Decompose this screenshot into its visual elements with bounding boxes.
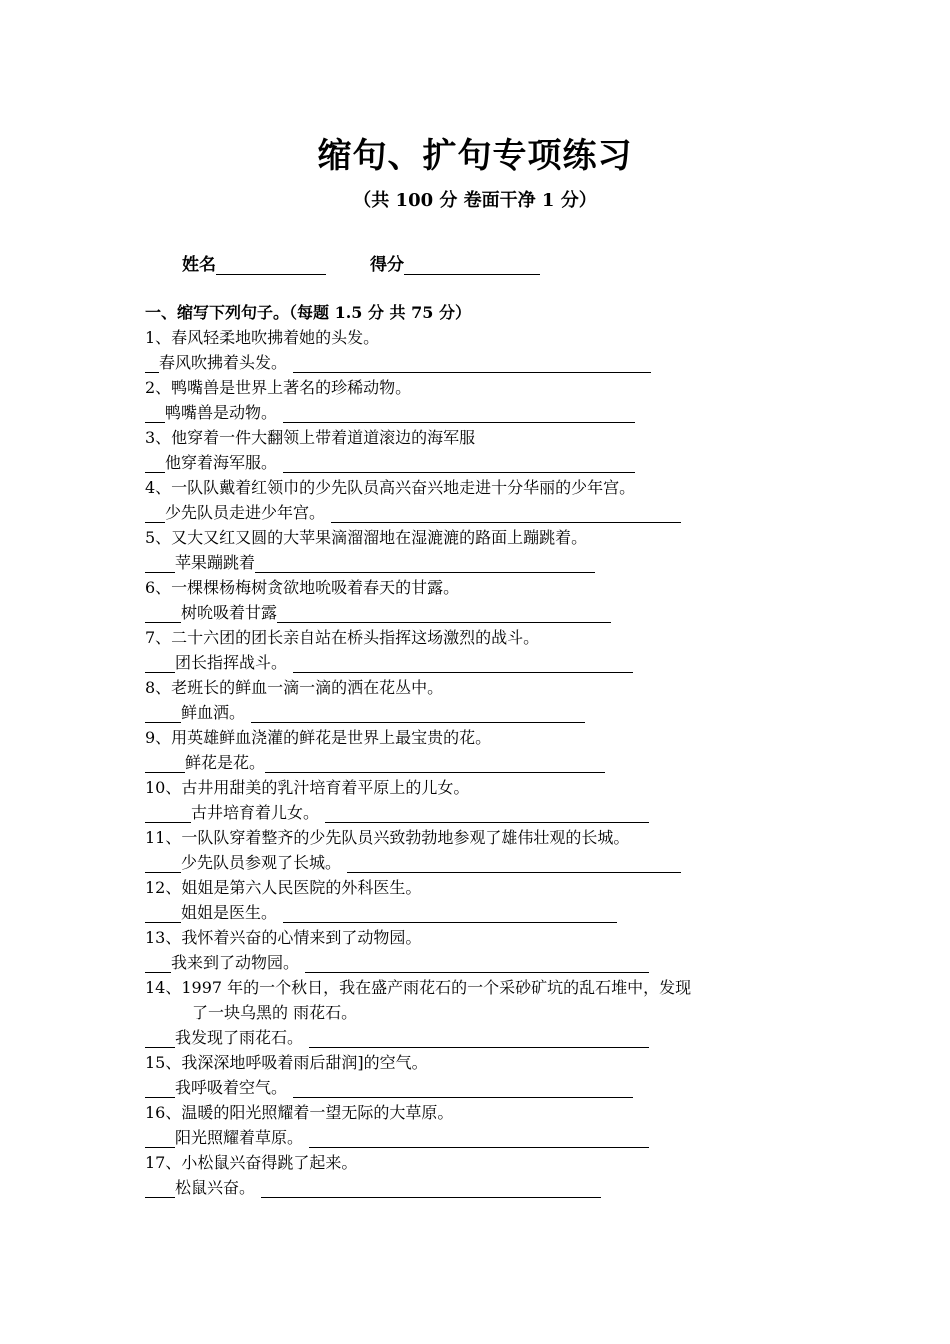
answer-blank[interactable] (309, 1131, 649, 1148)
answer-blank[interactable] (283, 406, 635, 423)
answer-text: 鲜花是花。 (185, 753, 266, 772)
question-text: 1、春风轻柔地吹拂着她的头发。 (145, 328, 380, 347)
answer-text: 姐姐是医生。 (181, 903, 278, 922)
answer-blank[interactable] (309, 1031, 649, 1048)
answer-prefix-blank[interactable] (145, 756, 185, 773)
answer-prefix-blank[interactable] (145, 606, 181, 623)
answer-prefix-blank[interactable] (145, 806, 191, 823)
answer-prefix-blank[interactable] (145, 456, 165, 473)
question-text: 15、我深深地呼吸着雨后甜润]的空气。 (145, 1053, 428, 1072)
answer-blank[interactable] (293, 656, 633, 673)
answer-blank[interactable] (331, 506, 681, 523)
score-blank[interactable] (404, 256, 540, 275)
answer-line (145, 600, 611, 623)
answer-prefix-blank[interactable] (145, 1081, 175, 1098)
answer-text: 鸭嘴兽是动物。 (165, 403, 278, 422)
answer-prefix-blank[interactable] (145, 956, 171, 973)
answer-blank[interactable] (305, 956, 649, 973)
question-text: 10、古井用甜美的乳汁培育着平原上的儿女。 (145, 778, 470, 797)
answer-text: 我来到了动物园。 (171, 953, 300, 972)
score-field (370, 250, 540, 275)
question-text: 14、1997 年的一个秋日，我在盛产雨花石的一个采砂矿坑的乱石堆中，发现 (145, 978, 692, 997)
answer-line (145, 1075, 633, 1098)
answer-text: 春风吹拂着头发。 (159, 353, 288, 372)
answer-blank[interactable] (255, 556, 595, 573)
question-text: 2、鸭嘴兽是世界上著名的珍稀动物。 (145, 378, 412, 397)
answer-blank[interactable] (265, 756, 605, 773)
answer-blank[interactable] (251, 706, 585, 723)
answer-prefix-blank[interactable] (145, 906, 181, 923)
answer-prefix-blank[interactable] (145, 356, 159, 373)
page-title: 缩句、扩句专项练习 (317, 136, 633, 176)
name-blank[interactable] (216, 256, 326, 275)
answer-text: 少先队员走进少年宫。 (165, 503, 326, 522)
page-subtitle: （共 100 分 卷面干净 1 分） (353, 190, 597, 211)
answer-text: 苹果蹦跳着 (175, 553, 256, 572)
answer-blank[interactable] (293, 356, 651, 373)
answer-prefix-blank[interactable] (145, 856, 181, 873)
answer-text: 古井培育着儿女。 (191, 803, 320, 822)
question-text: 8、老班长的鲜血一滴一滴的洒在花丛中。 (145, 678, 444, 697)
answer-blank[interactable] (277, 606, 611, 623)
answer-text: 树吮吸着甘露 (181, 603, 278, 622)
answer-text: 团长指挥战斗。 (175, 653, 288, 672)
question-text: 4、一队队戴着红领巾的少先队员高兴奋兴地走进十分华丽的少年宫。 (145, 478, 636, 497)
answer-blank[interactable] (293, 1081, 633, 1098)
answer-text: 我呼吸着空气。 (175, 1078, 288, 1097)
answer-line (145, 900, 617, 923)
answer-prefix-blank[interactable] (145, 406, 165, 423)
answer-line (145, 700, 585, 723)
answer-blank[interactable] (325, 806, 649, 823)
answer-text: 鲜血洒。 (181, 703, 246, 722)
question-text: 12、姐姐是第六人民医院的外科医生。 (145, 878, 422, 897)
answer-text: 阳光照耀着草原。 (175, 1128, 304, 1147)
question-text: 9、用英雄鲜血浇灌的鲜花是世界上最宝贵的花。 (145, 728, 492, 747)
answer-prefix-blank[interactable] (145, 556, 175, 573)
question-text: 13、我怀着兴奋的心情来到了动物园。 (145, 928, 422, 947)
answer-prefix-blank[interactable] (145, 706, 181, 723)
score-label: 得分 (370, 255, 404, 275)
answer-text: 他穿着海军服。 (165, 453, 278, 472)
answer-line (145, 450, 635, 473)
answer-prefix-blank[interactable] (145, 1181, 175, 1198)
question-text: 3、他穿着一件大翻领上带着道道滚边的海军服 (145, 428, 476, 447)
answer-line (145, 850, 681, 873)
answer-text: 我发现了雨花石。 (175, 1028, 304, 1047)
answer-blank[interactable] (261, 1181, 601, 1198)
question-text: 17、小松鼠兴奋得跳了起来。 (145, 1153, 358, 1172)
name-label: 姓名 (182, 255, 216, 275)
question-text: 6、一棵棵杨梅树贪欲地吮吸着春天的甘露。 (145, 578, 460, 597)
section-heading: 一、缩写下列句子。（每题 1.5 分 共 75 分） (145, 303, 471, 322)
answer-line (145, 500, 681, 523)
answer-line (145, 650, 633, 673)
answer-line (145, 400, 635, 423)
answer-line (145, 950, 649, 973)
answer-line (145, 750, 605, 773)
answer-prefix-blank[interactable] (145, 1031, 175, 1048)
answer-line (145, 1025, 649, 1048)
answer-blank[interactable] (347, 856, 681, 873)
answer-prefix-blank[interactable] (145, 506, 165, 523)
question-text: 7、二十六团的团长亲自站在桥头指挥这场激烈的战斗。 (145, 628, 540, 647)
name-field (182, 250, 326, 275)
answer-text: 少先队员参观了长城。 (181, 853, 342, 872)
answer-blank[interactable] (283, 456, 635, 473)
answer-prefix-blank[interactable] (145, 1131, 175, 1148)
question-continuation: 了一块乌黑的 雨花石。 (192, 1003, 358, 1022)
question-text: 11、一队队穿着整齐的少先队员兴致勃勃地参观了雄伟壮观的长城。 (145, 828, 630, 847)
question-text: 5、又大又红又圆的大苹果滴溜溜地在湿漉漉的路面上蹦跳着。 (145, 528, 588, 547)
question-text: 16、温暖的阳光照耀着一望无际的大草原。 (145, 1103, 454, 1122)
answer-line (145, 800, 649, 823)
answer-line (145, 1175, 601, 1198)
answer-line (145, 1125, 649, 1148)
answer-text: 松鼠兴奋。 (175, 1178, 256, 1197)
answer-line (145, 350, 651, 373)
answer-prefix-blank[interactable] (145, 656, 175, 673)
answer-line (145, 550, 595, 573)
answer-blank[interactable] (283, 906, 617, 923)
